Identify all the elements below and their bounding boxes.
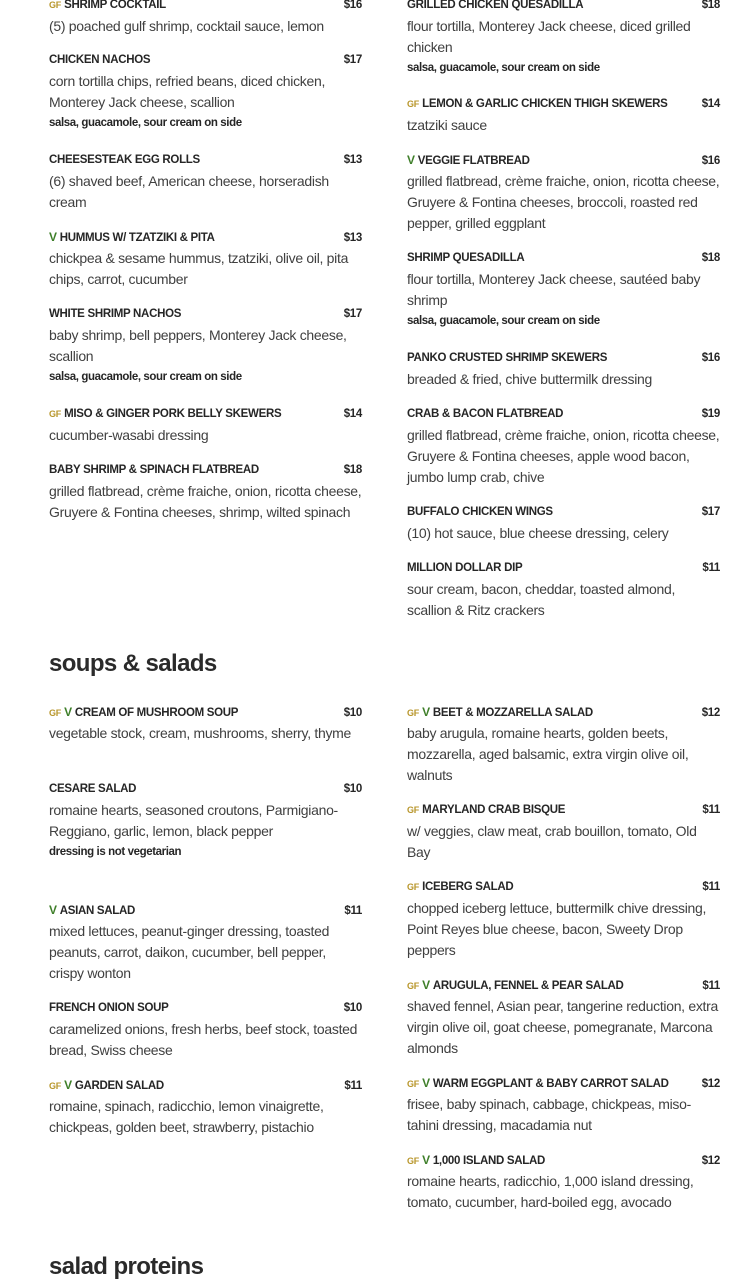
menu-item-name-text: CHEESESTEAK EGG ROLLS: [49, 154, 200, 166]
menu-item-header: [49, 0, 362, 13]
menu-item-description: shaved fennel, Asian pear, tangerine reduction, extra virgin olive oil, goat cheese, pomegranate, Marcona almonds: [407, 998, 718, 1056]
salad-proteins-title: salad proteins: [49, 1253, 204, 1280]
menu-item-1-000-island-salad: [407, 1152, 720, 1213]
gluten-free-badge: GF: [49, 409, 62, 419]
menu-item-header: [49, 52, 362, 68]
menu-item-description: (6) shaved beef, American cheese, horseradish cream: [49, 173, 329, 210]
menu-item-header: [407, 406, 720, 422]
menu-item-header: [407, 802, 720, 818]
menu-item-header: [49, 306, 362, 322]
menu-item-name-text: MISO & GINGER PORK BELLY SKEWERS: [64, 408, 282, 420]
menu-item-crab-and-bacon-flatbread: [407, 406, 720, 488]
menu-item-hummus-w-tzatziki-and-pita: [49, 229, 362, 290]
menu-item-name-text: LEMON & GARLIC CHICKEN THIGH SKEWERS: [422, 98, 668, 110]
menu-item-name-text: SHRIMP COCKTAIL: [64, 0, 166, 11]
menu-item-price: $10: [343, 1002, 362, 1014]
menu-item-header: [49, 1000, 362, 1016]
menu-item-cesare-salad: [49, 781, 362, 861]
menu-item-name: [407, 504, 702, 520]
soups-salads-title: soups & salads: [49, 650, 217, 677]
gluten-free-badge: GF: [407, 708, 420, 718]
menu-item-price: $16: [701, 155, 720, 167]
menu-item-name: [407, 152, 702, 169]
menu-item-veggie-flatbread: [407, 152, 720, 234]
menu-item-name-text: CESARE SALAD: [49, 783, 137, 795]
menu-item-header: [407, 879, 720, 895]
menu-item-header: [407, 1075, 720, 1091]
menu-item-name: [49, 152, 344, 168]
menu-item-description: mixed lettuces, peanut-ginger dressing, toasted peanuts, carrot, daikon, cucumber, bell pepper, crispy wonton: [49, 923, 330, 981]
menu-item-description: baby arugula, romaine hearts, golden beets, mozzarella, aged balsamic, extra virgin olive oil, walnuts: [407, 725, 689, 783]
menu-item-price: $12: [701, 707, 720, 719]
menu-item-name-text: 1,000 ISLAND SALAD: [432, 1155, 546, 1167]
menu-item-description: flour tortilla, Monterey Jack cheese, diced grilled chicken: [407, 18, 691, 55]
menu-item-baby-shrimp-and-spinach-flatbread: [49, 462, 362, 523]
menu-item-panko-crusted-shrimp-skewers: [407, 350, 720, 390]
menu-item-price: $14: [701, 98, 720, 110]
menu-item-description: chickpea & sesame hummus, tzatziki, olive oil, pita chips, carrot, cucumber: [49, 250, 349, 287]
menu-item-name: [407, 1075, 702, 1092]
menu-item-header: [49, 152, 362, 168]
menu-item-note: dressing is not vegetarian: [49, 846, 182, 858]
menu-item-price: $11: [702, 562, 720, 574]
menu-item-arugula-fennel-and-pear-salad: [407, 977, 720, 1059]
menu-item-shrimp-quesadilla: [407, 250, 720, 330]
menu-item-name-text: WARM EGGPLANT & BABY CARROT SALAD: [432, 1078, 669, 1090]
menu-item-price: $13: [343, 232, 362, 244]
menu-item-name: [49, 462, 344, 478]
gluten-free-badge: GF: [407, 981, 420, 991]
menu-item-description: romaine hearts, radicchio, 1,000 island dressing, tomato, cucumber, hard-boiled egg, avocado: [407, 1173, 694, 1210]
menu-item-header: [407, 1152, 720, 1168]
menu-item-description: flour tortilla, Monterey Jack cheese, sautéed baby shrimp: [407, 271, 701, 308]
menu-item-header: [49, 781, 362, 797]
menu-item-beet-and-mozzarella-salad: [407, 704, 720, 786]
vegetarian-badge: V: [422, 978, 430, 992]
vegetarian-badge: V: [422, 1153, 430, 1167]
vegetarian-badge: V: [49, 230, 57, 244]
menu-item-name-text: GRILLED CHICKEN QUESADILLA: [407, 0, 584, 11]
menu-item-name-text: HUMMUS W/ TZATZIKI & PITA: [59, 232, 215, 244]
menu-item-name: [49, 0, 344, 13]
menu-item-note: salsa, guacamole, sour cream on side: [407, 315, 600, 327]
menu-item-description: tzatziki sauce: [407, 117, 487, 133]
menu-item-price: $17: [343, 308, 362, 320]
menu-item-description: baby shrimp, bell peppers, Monterey Jack cheese, scallion: [49, 327, 347, 364]
menu-item-iceberg-salad: [407, 879, 720, 961]
menu-item-white-shrimp-nachos: [49, 306, 362, 386]
vegetarian-badge: V: [422, 1076, 430, 1090]
menu-item-name-text: CRAB & BACON FLATBREAD: [407, 408, 564, 420]
menu-item-miso-and-ginger-pork-belly-skewers: [49, 406, 362, 446]
menu-item-name-text: CHICKEN NACHOS: [49, 54, 151, 66]
menu-item-name: [49, 781, 344, 797]
menu-item-grilled-chicken-quesadilla: [407, 0, 720, 77]
menu-item-name-text: ICEBERG SALAD: [422, 881, 514, 893]
menu-item-price: $11: [702, 980, 720, 992]
menu-item-buffalo-chicken-wings: [407, 504, 720, 544]
menu-item-name-text: BEET & MOZZARELLA SALAD: [432, 707, 593, 719]
menu-item-name-text: MILLION DOLLAR DIP: [407, 562, 523, 574]
menu-item-lemon-and-garlic-chicken-thigh-skewers: [407, 96, 720, 136]
menu-item-name: [49, 306, 344, 322]
menu-item-price: $12: [701, 1155, 720, 1167]
vegetarian-badge: V: [407, 153, 415, 167]
menu-item-name: [49, 1000, 344, 1016]
menu-item-price: $10: [343, 707, 362, 719]
menu-item-name: [407, 704, 702, 721]
menu-item-description: frisee, baby spinach, cabbage, chickpeas, miso-tahini dressing, macadamia nut: [407, 1096, 691, 1133]
vegetarian-badge: V: [422, 705, 430, 719]
menu-item-name: [407, 350, 702, 366]
menu-item-description: grilled flatbread, crème fraiche, onion, ricotta cheese, Gruyere & Fontina cheeses, broccoli, roasted red pepper, grilled eggplant: [407, 173, 720, 231]
menu-item-price: $10: [343, 783, 362, 795]
menu-item-description: (10) hot sauce, blue cheese dressing, celery: [407, 525, 669, 541]
gluten-free-badge: GF: [407, 805, 420, 815]
menu-item-price: $17: [701, 506, 720, 518]
vegetarian-badge: V: [64, 705, 72, 719]
menu-item-name-text: MARYLAND CRAB BISQUE: [422, 804, 566, 816]
menu-item-chicken-nachos: [49, 52, 362, 132]
menu-item-name-text: WHITE SHRIMP NACHOS: [49, 308, 182, 320]
menu-item-name: [407, 1152, 702, 1169]
menu-item-note: salsa, guacamole, sour cream on side: [407, 62, 600, 74]
menu-item-name-text: BABY SHRIMP & SPINACH FLATBREAD: [49, 464, 259, 476]
menu-item-note: salsa, guacamole, sour cream on side: [49, 117, 242, 129]
menu-item-header: [49, 704, 362, 720]
menu-item-name: [49, 902, 344, 919]
menu-item-header: [407, 350, 720, 366]
menu-item-shrimp-cocktail: [49, 0, 362, 37]
menu-item-name-text: PANKO CRUSTED SHRIMP SKEWERS: [407, 352, 608, 364]
menu-item-price: $18: [343, 464, 362, 476]
menu-item-price: $12: [701, 1078, 720, 1090]
menu-item-name: [49, 406, 344, 422]
menu-item-header: [407, 0, 720, 13]
menu-item-name: [407, 802, 702, 818]
menu-item-warm-eggplant-and-baby-carrot-salad: [407, 1075, 720, 1136]
gluten-free-badge: GF: [407, 1156, 420, 1166]
menu-item-name: [49, 52, 344, 68]
menu-item-name: [407, 250, 702, 266]
menu-item-header: [407, 977, 720, 993]
menu-item-header: [407, 250, 720, 266]
menu-item-name: [407, 406, 702, 422]
menu-item-name-text: SHRIMP QUESADILLA: [407, 252, 525, 264]
menu-item-price: $16: [343, 0, 362, 11]
menu-item-price: $19: [701, 408, 720, 420]
gluten-free-badge: GF: [407, 1079, 420, 1089]
menu-item-price: $11: [702, 804, 720, 816]
menu-item-price: $11: [344, 1080, 362, 1092]
menu-item-price: $18: [701, 0, 720, 11]
menu-item-price: $16: [701, 352, 720, 364]
menu-item-price: $11: [344, 905, 362, 917]
menu-item-name-text: FRENCH ONION SOUP: [49, 1002, 169, 1014]
menu-item-name: [407, 879, 702, 895]
gluten-free-badge: GF: [49, 0, 62, 10]
menu-item-header: [407, 96, 720, 112]
menu-item-description: chopped iceberg lettuce, buttermilk chive dressing, Point Reyes blue cheese, bacon, Sweety Drop peppers: [407, 900, 707, 958]
menu-item-name: [407, 977, 702, 994]
menu-item-description: grilled flatbread, crème fraiche, onion, ricotta cheese, Gruyere & Fontina cheeses, shrimp, wilted spinach: [49, 483, 362, 520]
menu-item-cream-of-mushroom-soup: [49, 704, 362, 744]
menu-item-name: [407, 0, 702, 13]
menu-item-name-text: GARDEN SALAD: [74, 1080, 164, 1092]
menu-item-header: [407, 152, 720, 168]
menu-item-name-text: ASIAN SALAD: [59, 905, 136, 917]
menu-item-name-text: VEGGIE FLATBREAD: [417, 155, 530, 167]
menu-item-description: corn tortilla chips, refried beans, diced chicken, Monterey Jack cheese, scallion: [49, 73, 326, 110]
menu-item-name-text: BUFFALO CHICKEN WINGS: [407, 506, 553, 518]
menu-item-description: romaine hearts, seasoned croutons, Parmigiano-Reggiano, garlic, lemon, black pepper: [49, 802, 338, 839]
menu-item-price: $14: [343, 408, 362, 420]
vegetarian-badge: V: [49, 903, 57, 917]
menu-item-description: caramelized onions, fresh herbs, beef stock, toasted bread, Swiss cheese: [49, 1021, 358, 1058]
menu-item-description: breaded & fried, chive buttermilk dressing: [407, 371, 652, 387]
gluten-free-badge: GF: [49, 1081, 62, 1091]
menu-item-header: [49, 1077, 362, 1093]
menu-item-header: [49, 229, 362, 245]
menu-item-name: [49, 229, 344, 246]
menu-item-million-dollar-dip: [407, 560, 720, 621]
menu-item-name: [407, 560, 702, 576]
menu-item-header: [407, 704, 720, 720]
gluten-free-badge: GF: [407, 99, 420, 109]
gluten-free-badge: GF: [407, 882, 420, 892]
menu-item-maryland-crab-bisque: [407, 802, 720, 863]
gluten-free-badge: GF: [49, 708, 62, 718]
menu-item-name: [49, 1077, 344, 1094]
menu-item-price: $13: [343, 154, 362, 166]
menu-item-description: sour cream, bacon, cheddar, toasted almond, scallion & Ritz crackers: [407, 581, 676, 618]
menu-item-header: [49, 902, 362, 918]
menu-item-price: $18: [701, 252, 720, 264]
menu-item-description: romaine, spinach, radicchio, lemon vinaigrette, chickpeas, golden beet, strawberry, pistachio: [49, 1098, 324, 1135]
menu-item-header: [49, 406, 362, 422]
menu-item-name: [407, 96, 702, 112]
menu-item-name-text: CREAM OF MUSHROOM SOUP: [74, 707, 239, 719]
vegetarian-badge: V: [64, 1078, 72, 1092]
menu-item-description: w/ veggies, claw meat, crab bouillon, tomato, Old Bay: [407, 823, 697, 860]
menu-item-price: $11: [702, 881, 720, 893]
menu-item-note: salsa, guacamole, sour cream on side: [49, 371, 242, 383]
menu-item-garden-salad: [49, 1077, 362, 1138]
menu-item-description: (5) poached gulf shrimp, cocktail sauce, lemon: [49, 18, 324, 34]
menu-item-header: [49, 462, 362, 478]
menu-item-description: grilled flatbread, crème fraiche, onion, ricotta cheese, Gruyere & Fontina cheeses, apple wood bacon, jumbo lump crab, chive: [407, 427, 720, 485]
menu-item-cheesesteak-egg-rolls: [49, 152, 362, 213]
menu-item-name: [49, 704, 344, 721]
menu-item-price: $17: [343, 54, 362, 66]
menu-item-header: [407, 504, 720, 520]
menu-item-name-text: ARUGULA, FENNEL & PEAR SALAD: [432, 980, 624, 992]
menu-item-description: cucumber-wasabi dressing: [49, 427, 209, 443]
menu-item-description: vegetable stock, cream, mushrooms, sherry, thyme: [49, 725, 352, 741]
menu-item-french-onion-soup: [49, 1000, 362, 1061]
menu-item-header: [407, 560, 720, 576]
menu-item-asian-salad: [49, 902, 362, 984]
